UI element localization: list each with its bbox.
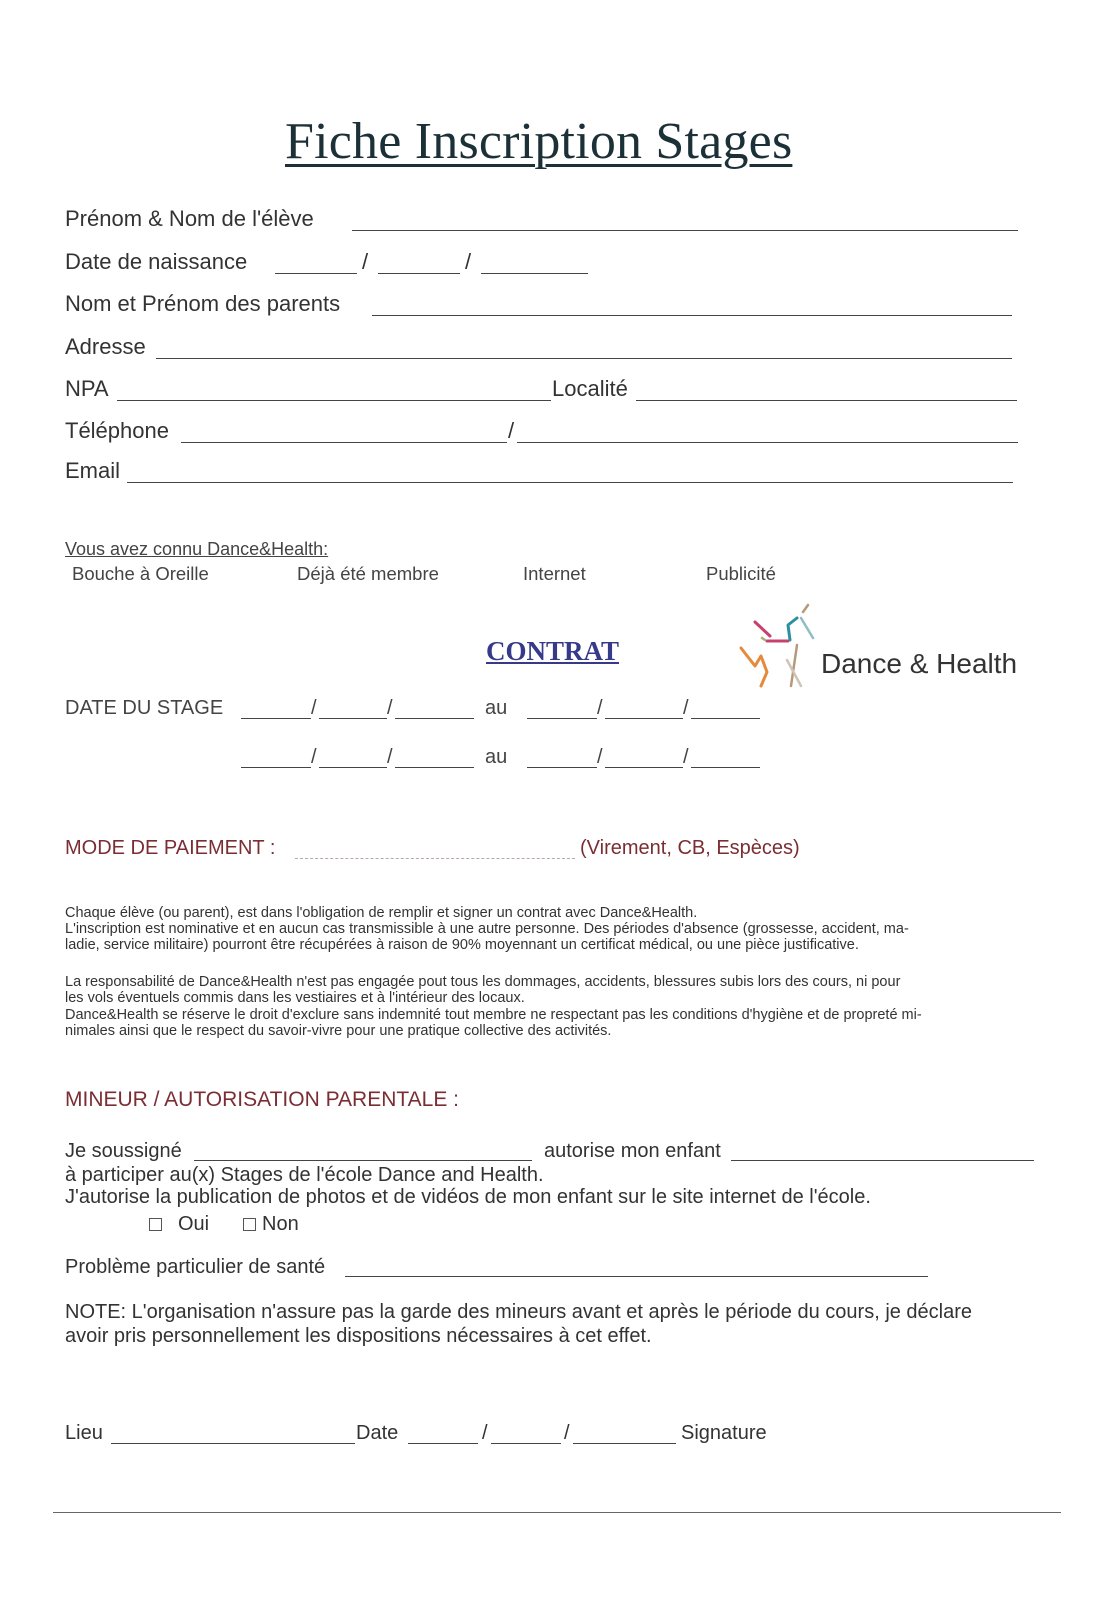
dancer-figure-icon <box>735 600 835 692</box>
stage2-start-day-field[interactable] <box>241 767 311 768</box>
photo-consent-text: J'autorise la publication de photos et de vidéos de mon enfant sur le site internet de l'école. <box>65 1186 871 1208</box>
parents-name-label: Nom et Prénom des parents <box>65 291 341 316</box>
birth-year-field[interactable] <box>481 273 588 274</box>
health-field[interactable] <box>345 1276 928 1277</box>
consent-yes-option[interactable] <box>149 1213 209 1236</box>
address-label: Adresse <box>65 334 146 359</box>
stage-end-year-field[interactable] <box>691 718 760 719</box>
authorize-child-label: autorise mon enfant <box>544 1140 721 1162</box>
note-line-2: avoir pris personnellement les dispositions nécessaires à cet effet. <box>65 1325 652 1347</box>
slash-separator: / <box>683 746 689 768</box>
slash-separator: / <box>362 249 369 274</box>
email-label: Email <box>65 458 121 483</box>
to-label: au <box>485 697 508 719</box>
note-line-1: NOTE: L'organisation n'assure pas la garde des mineurs avant et après le période du cours, je déclare <box>65 1301 973 1323</box>
npa-field[interactable] <box>117 400 551 401</box>
slash-separator: / <box>597 746 603 768</box>
npa-label: NPA <box>65 376 109 401</box>
birth-date-label: Date de naissance <box>65 249 248 274</box>
terms-line: L'inscription est nominative et en aucun cas transmissible à une autre personne. Des périodes d'absence (grossesse, accident, ma- <box>65 921 909 937</box>
sign-day-field[interactable] <box>408 1443 478 1444</box>
stage-end-month-field[interactable] <box>605 718 683 719</box>
page-title: Fiche Inscription Stages <box>285 113 793 170</box>
slash-separator: / <box>387 746 393 768</box>
terms-line: Dance&Health se réserve le droit d'exclure sans indemnité tout membre ne respectant pas les conditions d'hygiène et de propreté mi- <box>65 1007 922 1023</box>
terms-line: ladie, service militaire) pourront être récupérées à raison de 90% moyennant un certificat médical, ou une pièce justificative. <box>65 937 859 953</box>
sign-year-field[interactable] <box>573 1443 676 1444</box>
email-field[interactable] <box>127 482 1013 483</box>
address-field[interactable] <box>156 358 1012 359</box>
consent-no-option[interactable] <box>243 1213 299 1236</box>
birth-day-field[interactable] <box>275 273 357 274</box>
phone-field-2[interactable] <box>517 442 1018 443</box>
payment-label: MODE DE PAIEMENT : <box>65 837 276 859</box>
child-name-field[interactable] <box>731 1160 1034 1161</box>
to-label: au <box>485 746 508 768</box>
stage2-end-day-field[interactable] <box>527 767 597 768</box>
source-question: Vous avez connu Dance&Health: <box>65 539 329 559</box>
slash-separator: / <box>311 697 317 719</box>
minor-heading: MINEUR / AUTORISATION PARENTALE : <box>65 1088 460 1111</box>
stage-start-month-field[interactable] <box>319 718 387 719</box>
stage2-end-year-field[interactable] <box>691 767 760 768</box>
stage2-end-month-field[interactable] <box>605 767 683 768</box>
yes-checkbox[interactable] <box>149 1218 162 1231</box>
birth-month-field[interactable] <box>378 273 460 274</box>
parents-name-field[interactable] <box>372 315 1012 316</box>
slash-separator: / <box>508 418 515 443</box>
undersigned-field[interactable] <box>194 1160 532 1161</box>
stage-start-year-field[interactable] <box>395 718 474 719</box>
phone-label: Téléphone <box>65 418 169 443</box>
payment-options-hint: (Virement, CB, Espèces) <box>580 837 800 859</box>
payment-field[interactable] <box>295 858 575 859</box>
source-option-former-member[interactable]: Déjà été membre <box>297 563 439 584</box>
phone-field-1[interactable] <box>181 442 507 443</box>
footer-divider <box>53 1512 1061 1513</box>
locality-field[interactable] <box>636 400 1017 401</box>
slash-separator: / <box>311 746 317 768</box>
stage-date-label: DATE DU STAGE <box>65 697 224 719</box>
sign-month-field[interactable] <box>491 1443 561 1444</box>
student-name-label: Prénom & Nom de l'élève <box>65 206 314 231</box>
terms-line: nimales ainsi que le respect du savoir-vivre pour une pratique collective des activités. <box>65 1023 612 1039</box>
date-label: Date <box>356 1422 399 1444</box>
slash-separator: / <box>387 697 393 719</box>
participate-text: à participer au(x) Stages de l'école Dance and Health. <box>65 1164 544 1186</box>
slash-separator: / <box>564 1422 570 1444</box>
yes-label: Oui <box>178 1213 210 1235</box>
slash-separator: / <box>597 697 603 719</box>
dance-health-logo <box>735 600 835 692</box>
health-label: Problème particulier de santé <box>65 1256 326 1278</box>
source-option-advertising[interactable]: Publicité <box>706 563 776 584</box>
contract-heading: CONTRAT <box>486 636 620 666</box>
slash-separator: / <box>482 1422 488 1444</box>
locality-label: Localité <box>552 376 628 401</box>
stage2-start-year-field[interactable] <box>395 767 474 768</box>
stage2-start-month-field[interactable] <box>319 767 387 768</box>
terms-line: La responsabilité de Dance&Health n'est pas engagée pout tous les dommages, accidents, blessures subis lors des cours, ni pour <box>65 974 901 990</box>
stage-start-day-field[interactable] <box>241 718 311 719</box>
signature-label: Signature <box>681 1422 767 1444</box>
terms-line: Chaque élève (ou parent), est dans l'obligation de remplir et signer un contrat avec Dance&Health. <box>65 905 698 921</box>
place-field[interactable] <box>111 1443 355 1444</box>
source-option-word-of-mouth[interactable]: Bouche à Oreille <box>72 563 209 584</box>
undersigned-label: Je soussigné <box>65 1140 182 1162</box>
terms-line: les vols éventuels commis dans les vestiaires et à l'intérieur des locaux. <box>65 990 525 1006</box>
logo-text: Dance & Health <box>821 648 1018 679</box>
no-checkbox[interactable] <box>243 1218 256 1231</box>
student-name-field[interactable] <box>352 230 1018 231</box>
place-label: Lieu <box>65 1422 103 1444</box>
slash-separator: / <box>683 697 689 719</box>
source-option-internet[interactable]: Internet <box>523 563 586 584</box>
slash-separator: / <box>465 249 472 274</box>
stage-end-day-field[interactable] <box>527 718 597 719</box>
no-label: Non <box>262 1213 299 1235</box>
